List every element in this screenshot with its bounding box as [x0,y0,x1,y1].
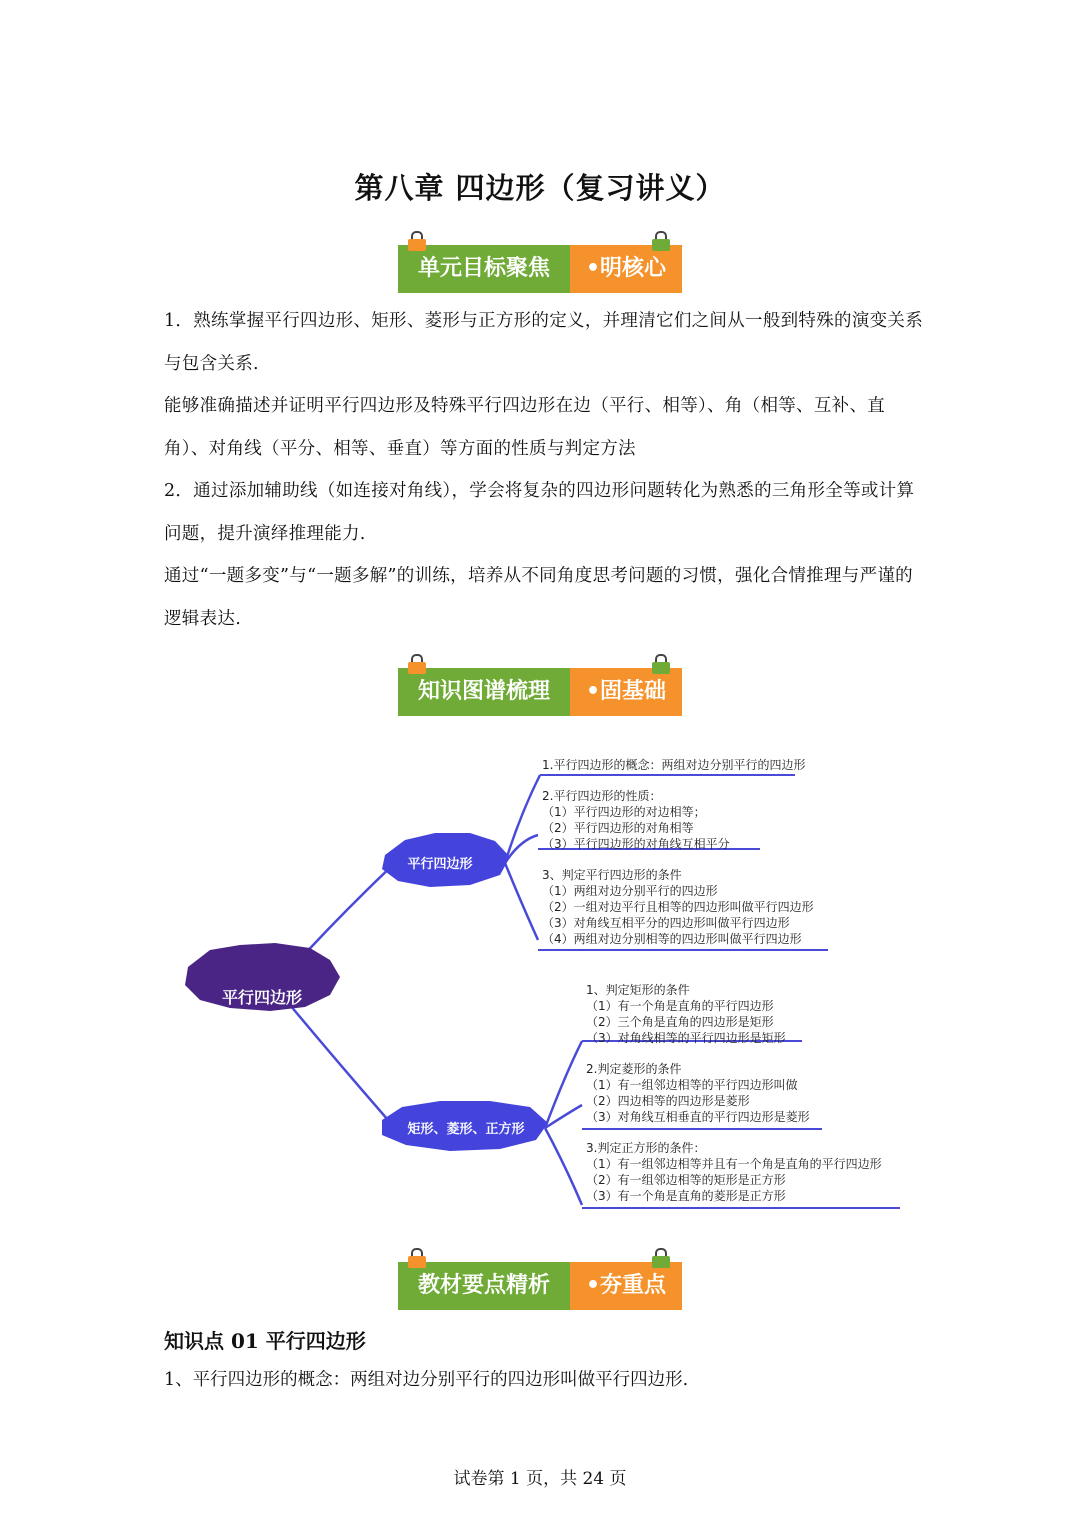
objective-item: 1．熟练掌握平行四边形、矩形、菱形与正方形的定义，并理清它们之间从一般到特殊的演变关系与包含关系. [164,311,924,374]
root-node-label: 平行四边形 [221,988,303,1007]
branch-node-label: 矩形、菱形、正方形 [407,1122,525,1137]
mind-map-text: （1）有一组邻边相等并且有一个角是直角的平行四边形 [586,1157,882,1171]
mind-map-text: 3、判定平行四边形的条件 [542,868,682,882]
page-footer: 试卷第 1 页，共 24 页 [453,1469,627,1489]
banner-tag: •夯重点 [570,1262,682,1310]
mind-map-text: （3）对角线互相平分的四边形叫做平行四边形 [542,916,790,930]
mind-map-diagram [170,745,920,1225]
mind-map-branch-node [382,1101,548,1151]
mind-map-text: （1）平行四边形的对边相等； [542,805,706,819]
mind-map-text: 1、判定矩形的条件 [586,983,690,997]
binder-clip-icon [406,654,428,674]
mind-map-text: 2.判定菱形的条件 [586,1062,682,1076]
objective-item: 能够准确描述并证明平行四边形及特殊平行四边形在边（平行、相等）、角（相等、互补、直角）、对角线（平分、相等、垂直）等方面的性质与判定方法 [164,396,886,459]
knowledge-point-heading: 知识点 01 平行四边形 [164,1329,366,1353]
mind-map-text: （1）有一个角是直角的平行四边形 [586,999,774,1013]
mind-map-text: （2）三个角是直角的四边形是矩形 [586,1015,774,1029]
binder-clip-icon [650,231,672,251]
objectives-text [164,300,924,640]
mind-map-branch-node [382,833,510,887]
banner-tag: •明核心 [570,245,682,293]
binder-clip-icon [650,1248,672,1268]
mind-map-root-node [185,943,340,1011]
mind-map-text: （2）四边相等的四边形是菱形 [586,1094,750,1108]
mind-map-text: （1）有一组邻边相等的平行四边形叫做 [586,1078,798,1092]
mind-map-text: （2）一组对边平行且相等的四边形叫做平行四边形 [542,900,814,914]
banner-label: 教材要点精析 [398,1262,570,1310]
objective-item: 2．通过添加辅助线（如连接对角线），学会将复杂的四边形问题转化为熟悉的三角形全等或计算问题，提升演绎推理能力. [164,481,915,544]
section-banner-knowledge-map [398,668,682,716]
mind-map-text: （3）有一个角是直角的菱形是正方形 [586,1189,786,1203]
section-banner-key-points [398,1262,682,1310]
mind-map-text: （3）对角线相等的平行四边形是矩形 [586,1031,786,1045]
page-title: 第八章 四边形（复习讲义） [354,171,726,205]
knowledge-point-text: 1、平行四边形的概念：两组对边分别平行的四边形叫做平行四边形. [164,1370,689,1390]
mind-map-text: 2.平行四边形的性质： [542,789,662,803]
section-banner-objectives [398,245,682,293]
mind-map-text: 3.判定正方形的条件： [586,1141,706,1155]
mind-map-text: （2）有一组邻边相等的矩形是正方形 [586,1173,786,1187]
mind-map-text: （1）两组对边分别平行的四边形 [542,884,718,898]
banner-label: 知识图谱梳理 [398,668,570,716]
banner-label: 单元目标聚焦 [398,245,570,293]
objective-item: 通过“一题多变”与“一题多解”的训练，培养从不同角度思考问题的习惯，强化合情推理与严谨的逻辑表达. [164,566,913,629]
mind-map [170,745,920,1225]
mind-map-text: 1.平行四边形的概念：两组对边分别平行的四边形 [542,758,806,772]
branch-node-label: 平行四边形 [407,857,473,872]
mind-map-text: （3）平行四边形的对角线互相平分 [542,837,730,851]
mind-map-text: （4）两组对边分别相等的四边形叫做平行四边形 [542,932,802,946]
binder-clip-icon [650,654,672,674]
mind-map-text: （3）对角线互相垂直的平行四边形是菱形 [586,1110,810,1124]
binder-clip-icon [406,231,428,251]
mind-map-text: （2）平行四边形的对角相等 [542,821,694,835]
binder-clip-icon [406,1248,428,1268]
banner-tag: •固基础 [570,668,682,716]
